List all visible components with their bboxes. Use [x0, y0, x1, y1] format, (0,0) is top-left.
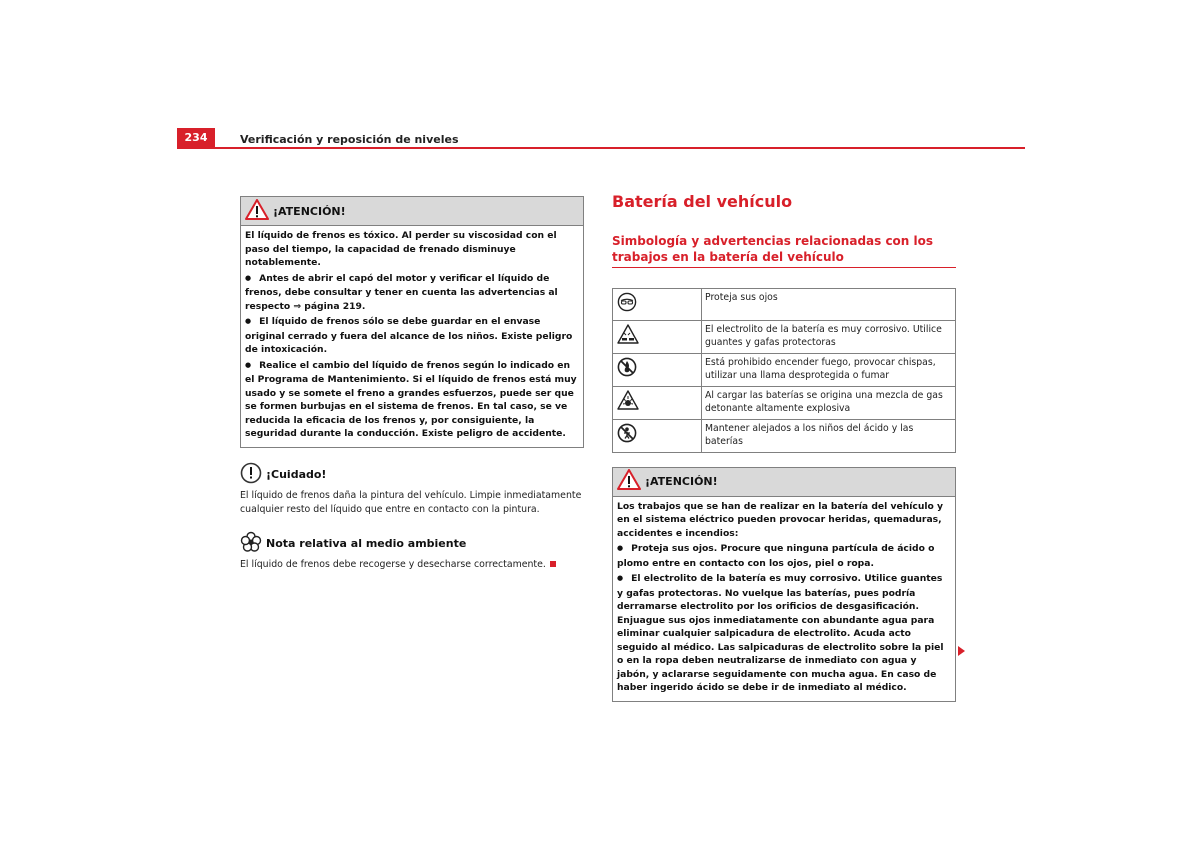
corrosive-icon [617, 336, 639, 347]
running-header: Verificación y reposición de niveles [240, 133, 459, 146]
right-column [612, 190, 956, 702]
left-column [240, 196, 584, 572]
environment-text-content: El líquido de frenos debe recogerse y desecharse correctamente. [240, 558, 546, 570]
warning-bullet: ● Antes de abrir el capó del motor y verificar el líquido de frenos, debe consultar y tener en cuenta las advertencias al respecto ⇒ página 219. [245, 272, 579, 314]
caution-circle-icon [240, 462, 262, 488]
table-row [613, 386, 956, 419]
section-title: Batería del vehículo [612, 192, 793, 211]
symbol-cell [613, 289, 702, 321]
warning-bullet: ● Realice el cambio del líquido de frenos según lo indicado en el Programa de Mantenimiento. Si el líquido de frenos está muy usado y se somete el freno a grandes esfuerzos, puede ser que se formen burbujas en el sistema de frenos. En tal caso, se ve reducida la eficacia de los frenos y, por consiguiente, la seguridad durante la conducción. Existe peligro de accidente. [245, 359, 579, 441]
caution-header [240, 462, 584, 488]
symbol-description: Proteja sus ojos [702, 289, 956, 321]
table-row [613, 353, 956, 386]
brake-fluid-warning-box [240, 196, 584, 448]
symbol-description: Mantener alejados a los niños del ácido y las baterías [702, 419, 956, 452]
symbol-cell [613, 320, 702, 353]
symbol-description: El electrolito de la batería es muy corrosivo. Utilice guantes y gafas protectoras [702, 320, 956, 353]
environment-title: Nota relativa al medio ambiente [266, 537, 467, 550]
warning-header [241, 197, 583, 226]
warning-intro: El líquido de frenos es tóxico. Al perder su viscosidad con el paso del tiempo, la capacidad de frenado disminuye notablemente. [245, 230, 557, 268]
battery-warning-box [612, 467, 956, 702]
environment-text [240, 558, 584, 572]
page-number: 234 [177, 128, 215, 148]
warning-triangle-icon [245, 199, 269, 224]
continue-arrow-icon [958, 646, 965, 656]
warning-title: ¡ATENCIÓN! [645, 475, 718, 488]
subsection-title: Simbología y advertencias relacionadas con los trabajos en la batería del vehículo [612, 233, 956, 268]
warning-bullet: ● El electrolito de la batería es muy corrosivo. Utilice guantes y gafas protectoras. No vuelque las baterías, pues podría derramarse electrolito por los orificios de desgasificación. Enjuague sus ojos inmediatamente con abundante agua para eliminar cualquier salpicadura de electrolito. Acuda acto seguido al médico. Las salpicaduras de electrolito sobre la piel o en la ropa deben neutralizarse de inmediato con agua y jabón, y aclararse seguidamente con mucha agua. En caso de haber ingerido ácido se debe ir de inmediato al médico. [617, 572, 951, 695]
explosive-icon [617, 402, 639, 413]
caution-title: ¡Cuidado! [266, 468, 327, 481]
warning-body [613, 497, 955, 701]
keep-children-away-icon [617, 435, 637, 446]
table-row [613, 419, 956, 452]
eye-protection-icon [617, 304, 637, 315]
header-rule [177, 147, 1025, 149]
table-row [613, 289, 956, 321]
environment-header [240, 531, 584, 557]
symbols-table [612, 288, 956, 453]
warning-header [613, 468, 955, 497]
no-fire-icon [617, 369, 637, 380]
end-of-section-marker [550, 561, 556, 567]
symbol-description: Al cargar las baterías se origina una mezcla de gas detonante altamente explosiva [702, 386, 956, 419]
caution-text: El líquido de frenos daña la pintura del vehículo. Limpie inmediatamente cualquier resto del líquido que entre en contacto con la pintura. [240, 489, 582, 515]
warning-intro: Los trabajos que se han de realizar en la batería del vehículo y en el sistema eléctrico pueden provocar heridas, quemaduras, accidentes e incendios: [617, 500, 944, 539]
warning-title: ¡ATENCIÓN! [273, 204, 346, 218]
environment-note [240, 531, 584, 572]
warning-body [241, 226, 583, 447]
symbol-description: Está prohibido encender fuego, provocar chispas, utilizar una llama desprotegida o fumar [702, 353, 956, 386]
warning-bullet: ● Proteja sus ojos. Procure que ninguna partícula de ácido o plomo entre en contacto con los ojos, piel o ropa. [617, 542, 951, 570]
warning-bullet: ● El líquido de frenos sólo se debe guardar en el envase original cerrado y fuera del alcance de los niños. Existe peligro de intoxicación. [245, 315, 579, 357]
symbol-cell [613, 386, 702, 419]
caution-note [240, 462, 584, 517]
symbol-cell [613, 419, 702, 452]
warning-triangle-icon [617, 469, 641, 494]
symbol-cell [613, 353, 702, 386]
table-row [613, 320, 956, 353]
flower-icon [240, 531, 262, 557]
